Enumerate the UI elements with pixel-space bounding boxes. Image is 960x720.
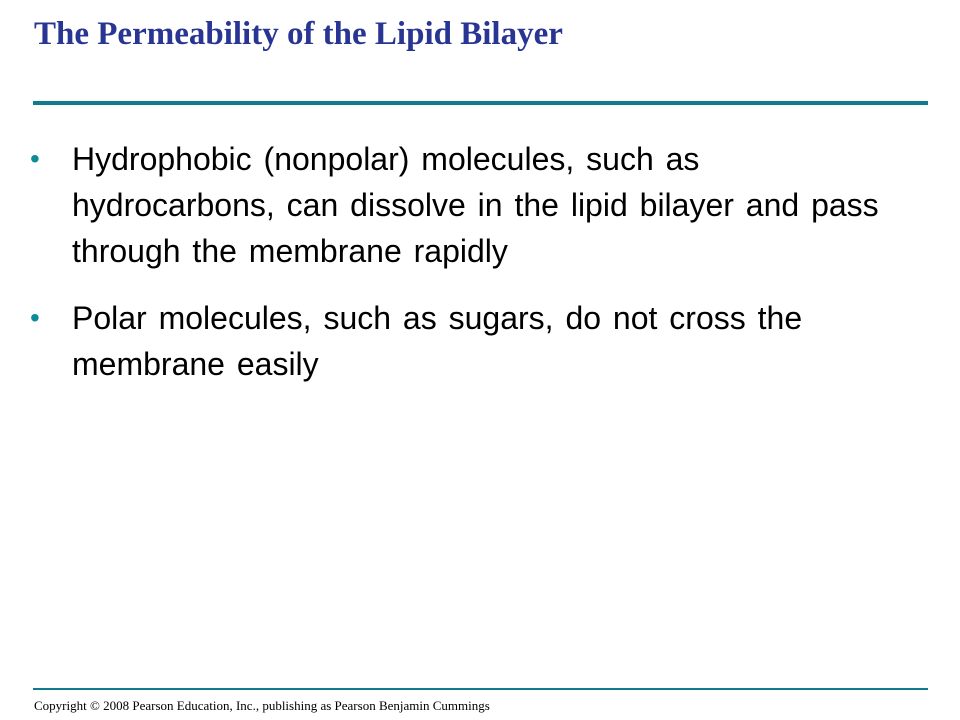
footer-divider	[33, 688, 928, 690]
title-divider	[33, 101, 928, 105]
bullet-marker: •	[30, 302, 40, 333]
slide-title: The Permeability of the Lipid Bilayer	[34, 16, 563, 52]
copyright-footer: Copyright © 2008 Pearson Education, Inc., publishing as Pearson Benjamin Cummings	[34, 698, 490, 713]
bullet-marker: •	[30, 143, 40, 174]
bullet-text: Hydrophobic (nonpolar) molecules, such as hydrocarbons, can dissolve in the lipid bilayer and pass through the membrane rapidly	[72, 141, 879, 269]
bullet-text: Polar molecules, such as sugars, do not cross the membrane easily	[72, 300, 803, 382]
bullet-item	[30, 136, 910, 274]
bullet-item	[30, 295, 910, 387]
bullet-list	[30, 136, 910, 408]
